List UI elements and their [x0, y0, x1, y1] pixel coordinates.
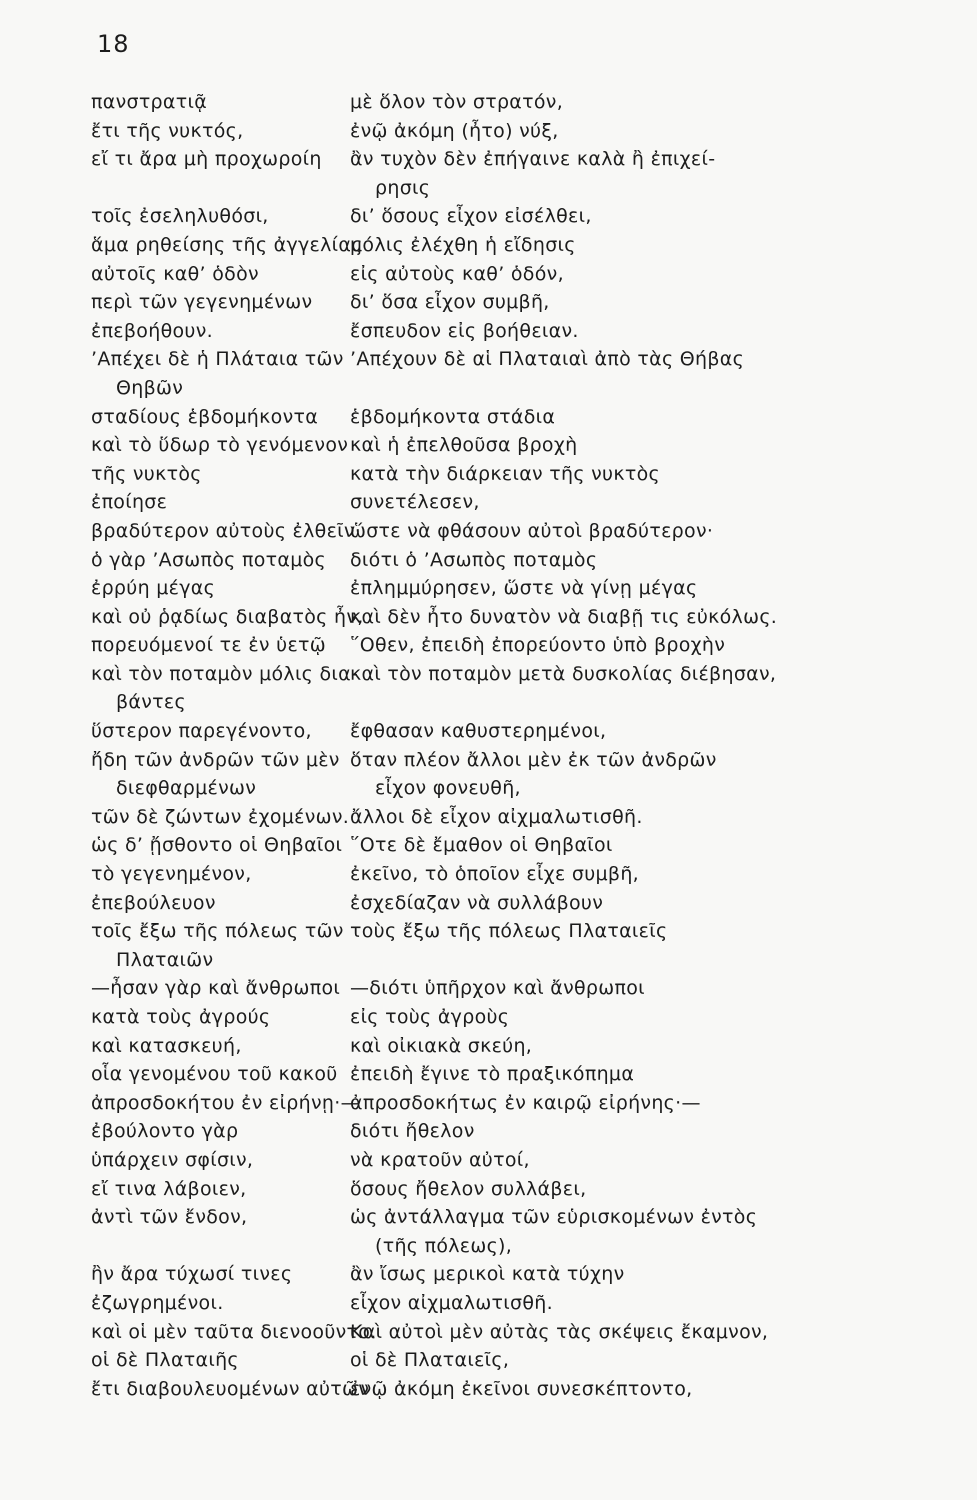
ancient-greek-line: ἤδη τῶν ἀνδρῶν τῶν μὲν: [91, 748, 340, 771]
text-row: [0, 288, 977, 317]
text-row: [0, 202, 977, 231]
modern-greek-line: νὰ κρατοῦν αὐτοί,: [350, 1148, 530, 1171]
modern-greek-line: μόλις ἐλέχθη ἡ εἴδησις: [350, 233, 576, 256]
text-row: [0, 1146, 977, 1175]
ancient-greek-line: εἴ τινα λάβοιεν,: [91, 1177, 247, 1200]
text-row: [0, 746, 977, 775]
modern-greek-line: ἑβδομήκοντα στάδια: [350, 405, 556, 428]
modern-greek-line: ἐνῷ ἀκόμη ἐκεῖνοι συνεσκέπτοντο,: [350, 1377, 693, 1400]
ancient-greek-line: καὶ οὐ ῥᾳδίως διαβατὸς ἦν,: [91, 605, 364, 628]
ancient-greek-line: τὸ γεγενημένον,: [91, 863, 252, 886]
ancient-greek-line: ἐπεβοήθουν.: [91, 319, 213, 342]
modern-greek-line: ἂν τυχὸν δὲν ἐπήγαινε καλὰ ἢ ἐπιχεί-: [350, 148, 716, 171]
text-row: [0, 174, 977, 203]
text-row: [0, 603, 977, 632]
ancient-greek-line: βραδύτερον αὐτοὺς ἐλθεῖν·: [91, 519, 362, 542]
modern-greek-line: ἔφθασαν καθυστερημένοι,: [350, 720, 607, 743]
text-row: [0, 546, 977, 575]
modern-greek-line: διότι ἤθελον: [350, 1120, 475, 1143]
modern-greek-line: εἶχον αἰχμαλωτισθῆ.: [350, 1291, 553, 1314]
ancient-greek-line: ὡς δ’ ᾔσθοντο οἱ Θηβαῖοι: [91, 834, 343, 857]
modern-greek-line: κατὰ τὴν διάρκειαν τῆς νυκτὸς: [350, 462, 660, 485]
text-row: [0, 1346, 977, 1375]
ancient-greek-line: ὁ γὰρ ’Ασωπὸς ποταμὸς: [91, 548, 326, 571]
ancient-greek-line: πορευόμενοί τε ἐν ὑετῷ: [91, 634, 326, 657]
modern-greek-line: εἰς τοὺς ἀγροὺς: [350, 1006, 510, 1028]
text-row: [0, 1232, 977, 1261]
ancient-greek-line: κατὰ τοὺς ἀγρούς: [91, 1006, 271, 1028]
text-row: [0, 260, 977, 289]
modern-greek-line: [350, 374, 855, 403]
text-row: [0, 145, 977, 174]
ancient-greek-line: καὶ κατασκευή,: [91, 1034, 242, 1057]
text-row: [0, 574, 977, 603]
modern-greek-line: ἔσπευδον εἰς βοήθειαν.: [350, 319, 579, 342]
ancient-greek-line: βάντες: [116, 691, 186, 714]
modern-greek-line: συνετέλεσεν,: [350, 491, 480, 514]
text-row: [0, 1060, 977, 1089]
text-row: [0, 889, 977, 918]
text-row: [0, 717, 977, 746]
text-row: [0, 1375, 977, 1404]
text-row: [0, 774, 977, 803]
ancient-greek-line: πανστρατιᾷ: [91, 91, 208, 113]
modern-greek-line: εἶχον φονευθῆ,: [375, 777, 521, 800]
ancient-greek-line: Θηβῶν: [116, 376, 184, 399]
modern-greek-line: ὅσους ἤθελον συλλάβει,: [350, 1177, 587, 1200]
modern-greek-line: ἐπειδὴ ἔγινε τὸ πραξικόπημα: [350, 1063, 635, 1086]
ancient-greek-line: σταδίους ἑβδομήκοντα: [91, 405, 319, 428]
modern-greek-line: καὶ ἡ ἐπελθοῦσα βροχὴ: [350, 434, 578, 457]
modern-greek-line: τοὺς ἔξω τῆς πόλεως Πλαταιεῖς: [350, 920, 668, 943]
text-row: [0, 631, 977, 660]
text-row: [0, 1117, 977, 1146]
ancient-greek-line: ἐρρύη μέγας: [91, 577, 216, 600]
ancient-greek-line: —ἦσαν γὰρ καὶ ἄνθρωποι: [91, 977, 341, 1000]
text-row: [0, 317, 977, 346]
text-row: [0, 917, 977, 946]
modern-greek-line: ἐσχεδίαζαν νὰ συλλάβουν: [350, 891, 604, 914]
ancient-greek-line: ἀντὶ τῶν ἔνδον,: [91, 1206, 248, 1229]
modern-greek-line: δι’ ὅσους εἶχον εἰσέλθει,: [350, 205, 592, 228]
text-row: [0, 231, 977, 260]
modern-greek-line: —διότι ὑπῆρχον καὶ ἄνθρωποι: [350, 977, 645, 1000]
modern-greek-line: ἐπλημμύρησεν, ὥστε νὰ γίνῃ μέγας: [350, 577, 698, 600]
ancient-greek-line: εἴ τι ἄρα μὴ προχωροίη: [91, 148, 322, 171]
modern-greek-line: ὅταν πλέον ἄλλοι μὲν ἐκ τῶν ἀνδρῶν: [350, 748, 717, 771]
modern-greek-line: Καὶ αὐτοὶ μὲν αὐτὰς τὰς σκέψεις ἔκαμνον,: [350, 1320, 769, 1343]
ancient-greek-line: ἐποίησε: [91, 491, 168, 514]
text-row: [0, 1260, 977, 1289]
modern-greek-line: οἱ δὲ Πλαταιεῖς,: [350, 1349, 510, 1372]
text-row: [0, 831, 977, 860]
ancient-greek-line: τοῖς ἔξω τῆς πόλεως τῶν: [91, 920, 344, 943]
ancient-greek-line: οἱ δὲ Πλαταιῆς: [91, 1349, 239, 1372]
ancient-greek-line: Πλαταιῶν: [116, 948, 214, 971]
ancient-greek-line: ὑπάρχειν σφίσιν,: [91, 1148, 254, 1171]
ancient-greek-line: διεφθαρμένων: [116, 777, 257, 800]
modern-greek-line: μὲ ὅλον τὸν στρατόν,: [350, 91, 564, 113]
modern-greek-line: εἰς αὐτοὺς καθ’ ὁδόν,: [350, 262, 564, 285]
ancient-greek-line: ἀπροσδοκήτου ἐν εἰρήνῃ·—: [91, 1091, 360, 1114]
modern-greek-line: δι’ ὅσα εἶχον συμβῆ,: [350, 291, 550, 314]
text-row: [0, 974, 977, 1003]
ancient-greek-line: καὶ οἱ μὲν ταῦτα διενοοῦντο.: [91, 1320, 377, 1343]
ancient-greek-line: τῶν δὲ ζώντων ἐχομένων.: [91, 805, 350, 828]
ancient-greek-line: καὶ τὸ ὕδωρ τὸ γενόμενον: [91, 434, 349, 457]
text-row: [0, 1003, 977, 1032]
text-row: [0, 1089, 977, 1118]
modern-greek-line: καὶ τὸν ποταμὸν μετὰ δυσκολίας διέβησαν,: [350, 662, 777, 685]
text-row: [0, 1289, 977, 1318]
modern-greek-line: ῞Οθεν, ἐπειδὴ ἐπορεύοντο ὑπὸ βροχὴν: [350, 634, 726, 657]
bilingual-text: [0, 88, 977, 1403]
text-row: [0, 688, 977, 717]
text-row: [0, 517, 977, 546]
modern-greek-line: ἂν ἴσως μερικοὶ κατὰ τύχην: [350, 1263, 625, 1286]
ancient-greek-line: ἅμα ρηθείσης τῆς ἀγγελίας: [91, 233, 363, 256]
text-row: [0, 803, 977, 832]
ancient-greek-line: τῆς νυκτὸς: [91, 462, 202, 485]
ancient-greek-line: ἢν ἄρα τύχωσί τινες: [91, 1263, 293, 1286]
text-row: [0, 374, 977, 403]
modern-greek-line: ’Απέχουν δὲ αἱ Πλαταιαὶ ἀπὸ τὰς Θήβας: [350, 348, 745, 371]
ancient-greek-line: ἔτι διαβουλευομένων αὐτῶν: [91, 1377, 370, 1400]
modern-greek-line: [350, 946, 855, 975]
text-row: [0, 1318, 977, 1347]
ancient-greek-line: ἔτι τῆς νυκτός,: [91, 119, 244, 142]
ancient-greek-line: τοῖς ἐσεληλυθόσι,: [91, 205, 269, 228]
modern-greek-line: ἄλλοι δὲ εἶχον αἰχμαλωτισθῆ.: [350, 805, 643, 828]
modern-greek-line: ρησις: [375, 176, 431, 199]
text-row: [0, 431, 977, 460]
ancient-greek-line: ἐζωγρημένοι.: [91, 1291, 224, 1314]
text-row: [0, 403, 977, 432]
modern-greek-line: ῞Οτε δὲ ἔμαθον οἱ Θηβαῖοι: [350, 834, 613, 857]
ancient-greek-line: ἐπεβούλευον: [91, 891, 216, 914]
text-row: [0, 1203, 977, 1232]
modern-greek-line: (τῆς πόλεως),: [375, 1234, 513, 1257]
modern-greek-line: καὶ οἰκιακὰ σκεύη,: [350, 1034, 533, 1057]
modern-greek-line: καὶ δὲν ἦτο δυνατὸν νὰ διαβῇ τις εὐκόλως.: [350, 605, 778, 628]
text-row: [0, 660, 977, 689]
text-row: [0, 860, 977, 889]
text-row: [0, 117, 977, 146]
modern-greek-line: [350, 688, 855, 717]
modern-greek-line: ἀπροσδοκήτως ἐν καιρῷ εἰρήνης·—: [350, 1091, 701, 1114]
ancient-greek-line: ’Απέχει δὲ ἡ Πλάταια τῶν: [91, 348, 344, 371]
ancient-greek-line: ὕστερον παρεγένοντο,: [91, 720, 312, 743]
text-row: [0, 345, 977, 374]
text-row: [0, 488, 977, 517]
modern-greek-line: ἐκεῖνο, τὸ ὁποῖον εἶχε συμβῆ,: [350, 863, 639, 886]
ancient-greek-line: ἐβούλοντο γὰρ: [91, 1120, 239, 1143]
modern-greek-line: ὡς ἀντάλλαγμα τῶν εὑρισκομένων ἐντὸς: [350, 1206, 758, 1229]
page-number: 18: [97, 30, 130, 58]
ancient-greek-line: περὶ τῶν γεγενημένων: [91, 291, 313, 314]
text-row: [0, 1175, 977, 1204]
modern-greek-line: ὥστε νὰ φθάσουν αὐτοὶ βραδύτερον·: [350, 519, 714, 542]
text-row: [0, 460, 977, 489]
text-row: [0, 88, 977, 117]
text-row: [0, 946, 977, 975]
modern-greek-line: διότι ὁ ’Ασωπὸς ποταμὸς: [350, 548, 598, 571]
text-row: [0, 1032, 977, 1061]
ancient-greek-line: καὶ τὸν ποταμὸν μόλις δια-: [91, 662, 359, 685]
ancient-greek-line: αὐτοῖς καθ’ ὁδὸν: [91, 262, 259, 285]
modern-greek-line: ἐνῷ ἀκόμη (ἦτο) νύξ,: [350, 119, 559, 142]
ancient-greek-line: οἷα γενομένου τοῦ κακοῦ: [91, 1063, 338, 1086]
